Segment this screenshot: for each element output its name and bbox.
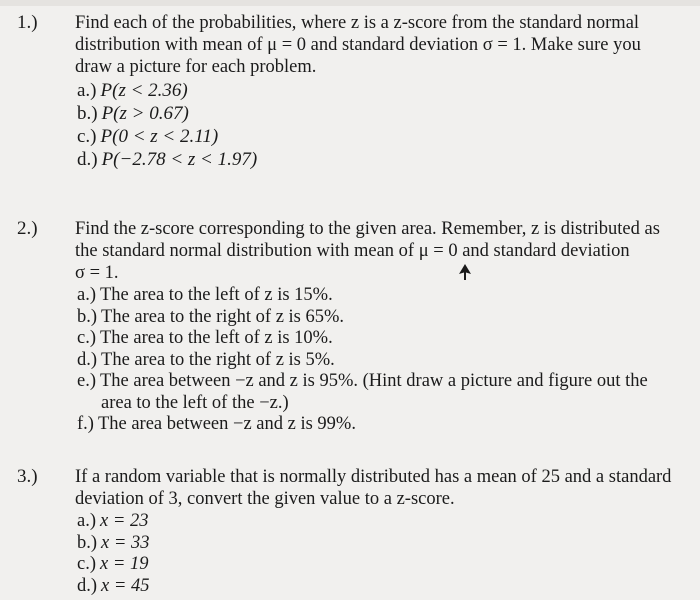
intro-line: the standard normal distribution with mean of μ = 0 and standard deviation bbox=[75, 241, 630, 261]
problem-number: 1.) bbox=[17, 12, 38, 33]
list-item bbox=[75, 576, 680, 598]
intro-line: Find the z-score corresponding to the given area. Remember, z is distributed as bbox=[75, 219, 660, 239]
list-item bbox=[75, 350, 680, 372]
item-label: d.) bbox=[77, 349, 98, 370]
intro-line: If a random variable that is normally distributed has a mean of 25 and a standard bbox=[75, 467, 672, 487]
list-item bbox=[75, 102, 680, 125]
item-text: P(z < 2.36) bbox=[100, 80, 188, 101]
cropped-heading-strip bbox=[0, 0, 700, 6]
item-text: The area between −z and z is 99%. bbox=[97, 414, 356, 434]
item-label: b.) bbox=[77, 306, 98, 327]
item-label: a.) bbox=[77, 285, 96, 305]
list-item bbox=[75, 328, 680, 350]
item-text: P(z > 0.67) bbox=[101, 103, 189, 124]
list-item bbox=[75, 148, 680, 171]
list-item bbox=[75, 554, 680, 576]
item-label: a.) bbox=[77, 80, 97, 101]
item-label: f.) bbox=[77, 414, 94, 434]
item-label: c.) bbox=[77, 554, 96, 574]
item-text-continued: area to the left of the −z.) bbox=[101, 392, 289, 413]
problem-items bbox=[75, 285, 680, 436]
item-text: x = 33 bbox=[101, 532, 150, 553]
list-item bbox=[75, 511, 680, 533]
list-item bbox=[75, 307, 680, 329]
problem-number: 2.) bbox=[17, 218, 38, 239]
problem-intro bbox=[75, 218, 680, 284]
list-item bbox=[75, 79, 680, 102]
problem-items bbox=[75, 79, 680, 171]
problem-body bbox=[75, 218, 680, 436]
item-text: P(−2.78 < z < 1.97) bbox=[101, 149, 258, 170]
intro-line: σ = 1. bbox=[75, 263, 119, 283]
item-text: P(0 < z < 2.11) bbox=[100, 126, 219, 147]
problem-body bbox=[75, 466, 680, 597]
item-label: c.) bbox=[77, 328, 96, 348]
intro-line: distribution with mean of μ = 0 and standard deviation σ = 1. Make sure you bbox=[75, 35, 641, 55]
problem-items bbox=[75, 511, 680, 597]
item-label: d.) bbox=[77, 149, 98, 170]
item-label: d.) bbox=[77, 575, 98, 596]
list-item bbox=[75, 414, 680, 436]
intro-line: Find each of the probabilities, where z is a z-score from the standard normal bbox=[75, 13, 640, 33]
item-text: The area to the right of z is 65%. bbox=[101, 306, 345, 327]
item-label: b.) bbox=[77, 103, 98, 124]
problem-intro bbox=[75, 12, 680, 78]
intro-line: draw a picture for each problem. bbox=[75, 57, 317, 77]
list-item bbox=[75, 285, 680, 307]
problem-number: 3.) bbox=[17, 466, 38, 487]
list-item bbox=[75, 125, 680, 148]
item-text: x = 23 bbox=[100, 511, 149, 531]
problem-body bbox=[75, 12, 680, 171]
item-text: x = 45 bbox=[101, 575, 150, 596]
item-label: b.) bbox=[77, 532, 98, 553]
intro-line: deviation of 3, convert the given value to a z-score. bbox=[75, 489, 455, 509]
item-text: The area to the right of z is 5%. bbox=[101, 349, 335, 370]
mouse-cursor-icon bbox=[458, 264, 472, 280]
item-text: x = 19 bbox=[100, 554, 149, 574]
list-item bbox=[75, 371, 680, 414]
item-text: The area between −z and z is 95%. (Hint draw a picture and figure out the bbox=[100, 371, 648, 391]
item-text: The area to the left of z is 15%. bbox=[100, 285, 333, 305]
item-label: a.) bbox=[77, 511, 96, 531]
item-text: The area to the left of z is 10%. bbox=[100, 328, 333, 348]
item-label: c.) bbox=[77, 126, 97, 147]
problem-intro bbox=[75, 466, 680, 510]
item-label: e.) bbox=[77, 371, 96, 391]
list-item bbox=[75, 533, 680, 555]
